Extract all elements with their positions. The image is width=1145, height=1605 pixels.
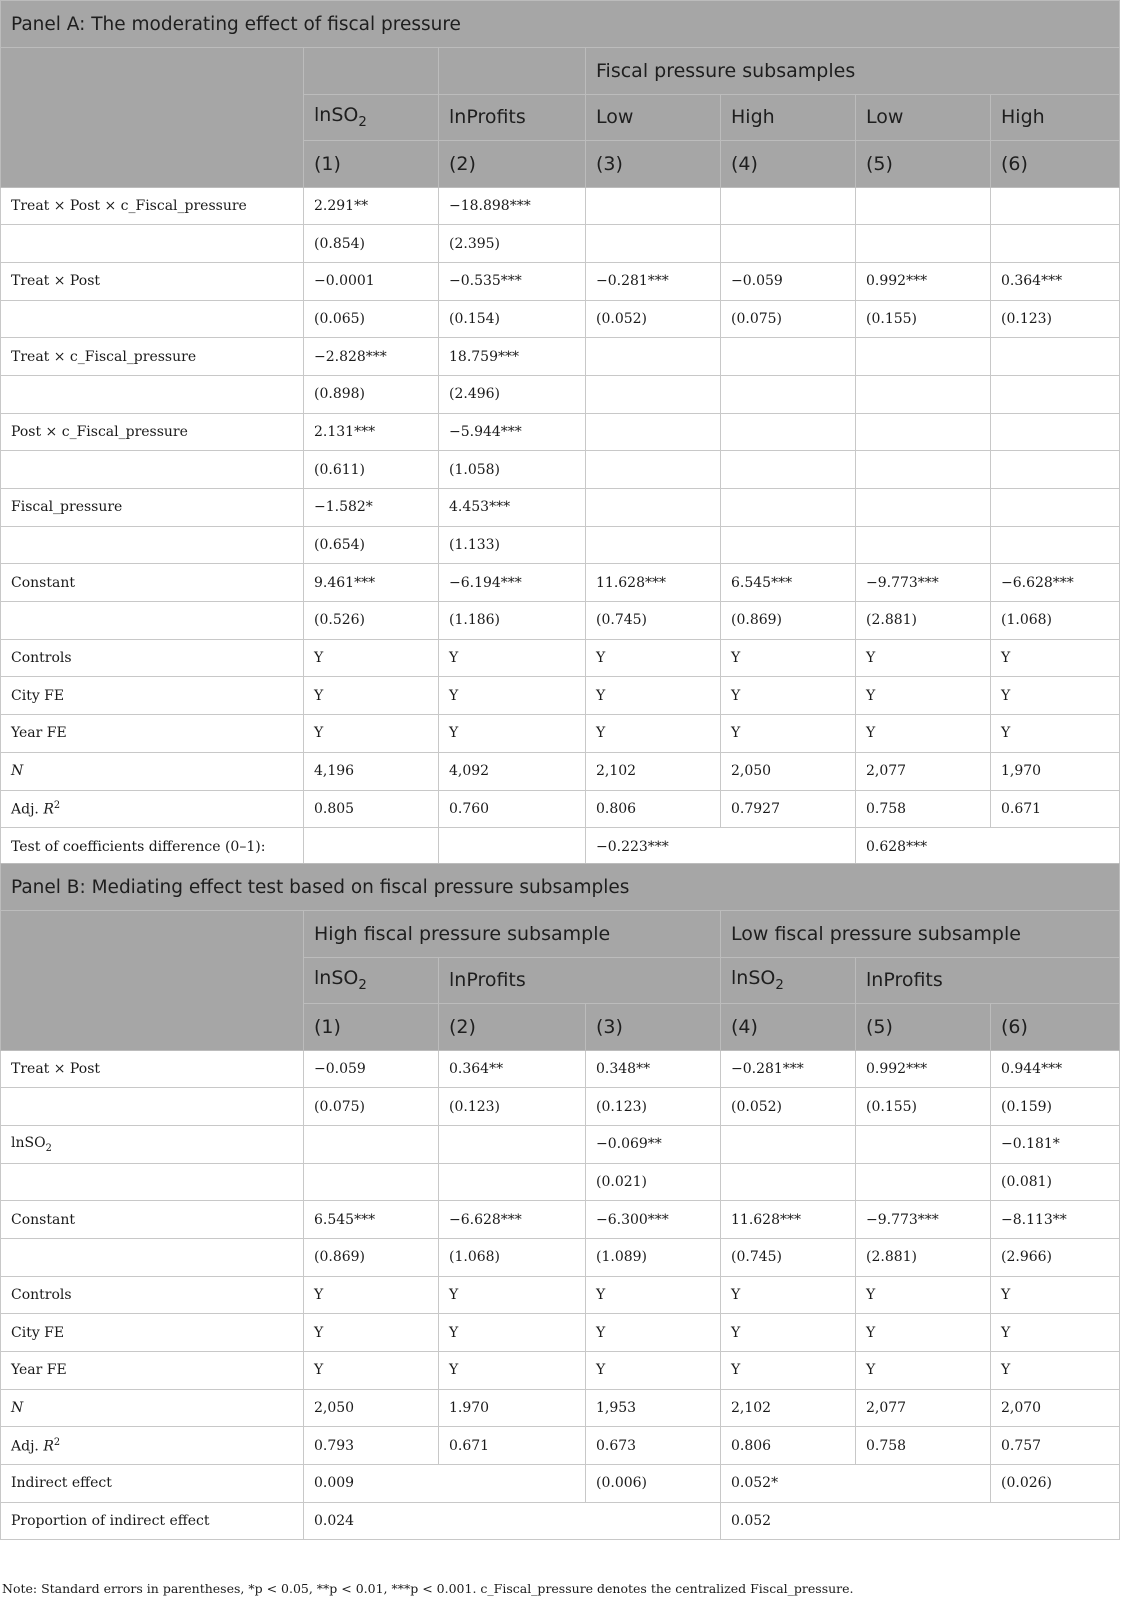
- column-number: (3): [586, 141, 721, 188]
- row-label: Constant: [1, 564, 304, 602]
- table-row: [1, 1125, 1120, 1163]
- table-cell: 2,077: [856, 752, 991, 790]
- table-cell: −6.628***: [439, 1201, 586, 1239]
- table-cell: (2.496): [439, 375, 586, 413]
- table-cell: 0.806: [721, 1427, 856, 1465]
- table-cell: −9.773***: [856, 564, 991, 602]
- table-cell: (2.395): [439, 225, 586, 263]
- table-cell: Y: [439, 715, 586, 753]
- table-cell: [991, 526, 1120, 564]
- table-cell: [856, 526, 991, 564]
- column-number: (2): [439, 141, 586, 188]
- table-cell: [586, 225, 721, 263]
- row-label: Constant: [1, 1201, 304, 1239]
- table-cell: Y: [304, 639, 439, 677]
- dep-var-header: lnSO$_2$: [304, 957, 439, 1004]
- table-row: [1, 338, 1120, 376]
- table-cell: [721, 1125, 856, 1163]
- table-cell: [721, 187, 856, 225]
- table-cell: (2.966): [991, 1238, 1120, 1276]
- row-label: N: [1, 752, 304, 790]
- table-row: [1, 677, 1120, 715]
- table-cell: 0.793: [304, 1427, 439, 1465]
- table-cell: Y: [586, 1276, 721, 1314]
- table-cell: 0.992***: [856, 262, 991, 300]
- table-cell: Y: [304, 1352, 439, 1390]
- table-cell: 0.992***: [856, 1050, 991, 1088]
- column-number: (1): [304, 1004, 439, 1051]
- table-cell: −1.582*: [304, 489, 439, 527]
- table-cell: 0.364**: [439, 1050, 586, 1088]
- table-cell: (0.854): [304, 225, 439, 263]
- table-cell: −18.898***: [439, 187, 586, 225]
- table-cell: Y: [991, 715, 1120, 753]
- table-cell: −8.113**: [991, 1201, 1120, 1239]
- table-cell: (1.058): [439, 451, 586, 489]
- table-note: Note: Standard errors in parentheses, *p < 0.05, **p < 0.01, ***p < 0.001. c_Fiscal_pressure denotes the centralized Fiscal_pressure.: [2, 1581, 854, 1596]
- table-cell: 0.806: [586, 790, 721, 828]
- table-cell: 4,196: [304, 752, 439, 790]
- table-cell: Y: [721, 1314, 856, 1352]
- table-cell: 6.545***: [721, 564, 856, 602]
- row-label: City FE: [1, 1314, 304, 1352]
- row-label: Post × c_Fiscal_pressure: [1, 413, 304, 451]
- table-cell: (0.123): [991, 300, 1120, 338]
- table-cell: (0.745): [586, 602, 721, 640]
- column-number: (1): [304, 141, 439, 188]
- table-cell: Y: [991, 1314, 1120, 1352]
- table-cell: 1,970: [991, 752, 1120, 790]
- dep-var-header: High: [721, 94, 856, 141]
- table-cell: [439, 1125, 586, 1163]
- row-label: Adj. $R^2$: [1, 790, 304, 828]
- table-cell: Y: [856, 1314, 991, 1352]
- table-row: [1, 413, 1120, 451]
- dep-var-header: High: [991, 94, 1120, 141]
- table-cell: 9.461***: [304, 564, 439, 602]
- row-label: [1, 602, 304, 640]
- table-cell: 0.757: [991, 1427, 1120, 1465]
- table-cell: [856, 489, 991, 527]
- table-cell: −6.194***: [439, 564, 586, 602]
- table-cell: 2,102: [721, 1389, 856, 1427]
- dep-var-header: Low: [586, 94, 721, 141]
- table-cell: (0.155): [856, 300, 991, 338]
- table-cell: 0.673: [586, 1427, 721, 1465]
- panel-a-title: Panel A: The moderating effect of fiscal pressure: [1, 1, 1120, 48]
- proportion-label: Proportion of indirect effect: [1, 1502, 304, 1540]
- table-cell: (1.186): [439, 602, 586, 640]
- table-cell: Y: [439, 1276, 586, 1314]
- table-cell: Y: [721, 639, 856, 677]
- table-row: [1, 489, 1120, 527]
- table-row: [1, 1088, 1120, 1126]
- table-row: [1, 1238, 1120, 1276]
- table-cell: [721, 451, 856, 489]
- table-cell: [991, 338, 1120, 376]
- table-cell: Y: [856, 677, 991, 715]
- table-cell: (0.898): [304, 375, 439, 413]
- row-label: Treat × Post × c_Fiscal_pressure: [1, 187, 304, 225]
- panel-b-group-low: Low fiscal pressure subsample: [721, 911, 1120, 958]
- table-cell: (0.611): [304, 451, 439, 489]
- table-cell: Y: [586, 1314, 721, 1352]
- table-cell: (0.052): [586, 300, 721, 338]
- table-cell: (0.526): [304, 602, 439, 640]
- table-cell: 0.671: [439, 1427, 586, 1465]
- table-cell: Y: [304, 715, 439, 753]
- table-cell: [991, 413, 1120, 451]
- column-number: (4): [721, 1004, 856, 1051]
- row-label: [1, 225, 304, 263]
- table-cell: [991, 451, 1120, 489]
- table-cell: Y: [721, 677, 856, 715]
- table-cell: [991, 375, 1120, 413]
- column-number: (4): [721, 141, 856, 188]
- table-cell: Y: [856, 639, 991, 677]
- table-cell: (0.075): [304, 1088, 439, 1126]
- table-cell: −0.535***: [439, 262, 586, 300]
- table-cell: Y: [439, 1314, 586, 1352]
- column-number: (2): [439, 1004, 586, 1051]
- table-row: [1, 1050, 1120, 1088]
- table-cell: (0.021): [586, 1163, 721, 1201]
- table-cell: 0.671: [991, 790, 1120, 828]
- table-cell: −0.281***: [586, 262, 721, 300]
- table-cell: 2,070: [991, 1389, 1120, 1427]
- table-row: [1, 225, 1120, 263]
- table-cell: 18.759***: [439, 338, 586, 376]
- table-cell: Y: [304, 1314, 439, 1352]
- table-cell: (0.154): [439, 300, 586, 338]
- table-cell: [586, 526, 721, 564]
- proportion-value: 0.024: [304, 1502, 721, 1540]
- table-cell: Y: [856, 1276, 991, 1314]
- table-row: [1, 451, 1120, 489]
- table-cell: Y: [439, 639, 586, 677]
- dep-var-header: lnProfits: [439, 957, 721, 1004]
- row-label: [1, 1088, 304, 1126]
- table-row: [1, 1314, 1120, 1352]
- column-number: (6): [991, 141, 1120, 188]
- table-cell: [721, 489, 856, 527]
- table-cell: (0.123): [439, 1088, 586, 1126]
- table-row: [1, 639, 1120, 677]
- table-row: [1, 1276, 1120, 1314]
- table-row: [1, 602, 1120, 640]
- table-cell: [991, 489, 1120, 527]
- table-cell: Y: [721, 1352, 856, 1390]
- table-cell: −0.281***: [721, 1050, 856, 1088]
- table-cell: −0.0001: [304, 262, 439, 300]
- column-number: (3): [586, 1004, 721, 1051]
- table-cell: Y: [991, 677, 1120, 715]
- dep-var-header: lnSO$_2$: [721, 957, 856, 1004]
- table-cell: 0.758: [856, 790, 991, 828]
- indirect-effect-value: (0.006): [586, 1465, 721, 1503]
- table-cell: [856, 375, 991, 413]
- table-cell: 0.364***: [991, 262, 1120, 300]
- table-row: [1, 187, 1120, 225]
- table-cell: [721, 338, 856, 376]
- column-number: (6): [991, 1004, 1120, 1051]
- table-cell: [586, 187, 721, 225]
- table-cell: [856, 338, 991, 376]
- table-row: [1, 715, 1120, 753]
- table-row: [1, 752, 1120, 790]
- table-cell: (0.075): [721, 300, 856, 338]
- row-label: N: [1, 1389, 304, 1427]
- row-label: lnSO$_2$: [1, 1125, 304, 1163]
- table-cell: Y: [856, 715, 991, 753]
- table-cell: Y: [721, 715, 856, 753]
- table-cell: (0.745): [721, 1238, 856, 1276]
- table-cell: [856, 187, 991, 225]
- dep-var-header: Low: [856, 94, 991, 141]
- table-cell: [586, 338, 721, 376]
- table-cell: 4,092: [439, 752, 586, 790]
- table-cell: (2.881): [856, 602, 991, 640]
- table-cell: Y: [586, 677, 721, 715]
- table-cell: Y: [856, 1352, 991, 1390]
- table-row: [1, 1163, 1120, 1201]
- table-cell: −0.059: [721, 262, 856, 300]
- table-row: [1, 1352, 1120, 1390]
- table-cell: (1.068): [439, 1238, 586, 1276]
- table-cell: [856, 413, 991, 451]
- table-cell: [856, 451, 991, 489]
- indirect-effect-value: 0.052*: [721, 1465, 991, 1503]
- table-cell: [586, 489, 721, 527]
- table-cell: 0.760: [439, 790, 586, 828]
- dep-var-header: lnProfits: [439, 94, 586, 141]
- table-cell: −6.628***: [991, 564, 1120, 602]
- table-cell: [856, 225, 991, 263]
- table-row: [1, 1427, 1120, 1465]
- row-label: [1, 526, 304, 564]
- table-cell: 2,102: [586, 752, 721, 790]
- table-cell: [991, 225, 1120, 263]
- table-cell: Y: [991, 1276, 1120, 1314]
- panel-b-stub-header: [1, 911, 304, 1051]
- table-cell: Y: [439, 677, 586, 715]
- indirect-effect-value: 0.009: [304, 1465, 586, 1503]
- row-label: [1, 300, 304, 338]
- table-row: [1, 300, 1120, 338]
- panel-b-table: [0, 863, 1120, 1540]
- table-row: [1, 1389, 1120, 1427]
- table-cell: [586, 413, 721, 451]
- row-label: [1, 1238, 304, 1276]
- dep-var-header: lnSO$_2$: [304, 94, 439, 141]
- table-cell: 2.291**: [304, 187, 439, 225]
- table-cell: (1.068): [991, 602, 1120, 640]
- test-row-value: −0.223***: [586, 828, 856, 866]
- table-cell: Y: [304, 677, 439, 715]
- table-cell: 1,953: [586, 1389, 721, 1427]
- table-cell: 0.805: [304, 790, 439, 828]
- table-cell: [991, 187, 1120, 225]
- table-cell: (0.869): [304, 1238, 439, 1276]
- table-cell: 0.944***: [991, 1050, 1120, 1088]
- table-cell: Y: [439, 1352, 586, 1390]
- table-cell: [304, 1125, 439, 1163]
- table-cell: (0.123): [586, 1088, 721, 1126]
- panel-b-title: Panel B: Mediating effect test based on fiscal pressure subsamples: [1, 864, 1120, 911]
- column-number: (5): [856, 141, 991, 188]
- indirect-effect-value: (0.026): [991, 1465, 1120, 1503]
- table-row: [1, 375, 1120, 413]
- table-cell: (0.052): [721, 1088, 856, 1126]
- panel-a-stub-header: [1, 48, 304, 188]
- row-label: Controls: [1, 1276, 304, 1314]
- table-cell: 2.131***: [304, 413, 439, 451]
- proportion-value: 0.052: [721, 1502, 1120, 1540]
- table-cell: −2.828***: [304, 338, 439, 376]
- table-cell: [721, 375, 856, 413]
- table-cell: −6.300***: [586, 1201, 721, 1239]
- table-row: [1, 526, 1120, 564]
- table-cell: (1.089): [586, 1238, 721, 1276]
- table-cell: 2,077: [856, 1389, 991, 1427]
- table-cell: [721, 413, 856, 451]
- table-cell: [721, 1163, 856, 1201]
- table-cell: (0.159): [991, 1088, 1120, 1126]
- table-cell: Y: [586, 639, 721, 677]
- table-cell: 2,050: [304, 1389, 439, 1427]
- table-cell: [439, 1163, 586, 1201]
- table-cell: −0.069**: [586, 1125, 721, 1163]
- table-cell: (1.133): [439, 526, 586, 564]
- table-row: [1, 262, 1120, 300]
- table-cell: [586, 451, 721, 489]
- panel-a-group-header: Fiscal pressure subsamples: [586, 48, 1120, 95]
- row-label: Fiscal_pressure: [1, 489, 304, 527]
- row-label: Controls: [1, 639, 304, 677]
- indirect-effect-label: Indirect effect: [1, 1465, 304, 1503]
- row-label: [1, 451, 304, 489]
- table-cell: [586, 375, 721, 413]
- table-cell: 1.970: [439, 1389, 586, 1427]
- table-row: [1, 790, 1120, 828]
- table-cell: (0.869): [721, 602, 856, 640]
- test-row-label: Test of coefficients difference (0–1):: [1, 828, 304, 866]
- table-row: [1, 564, 1120, 602]
- table-cell: (0.065): [304, 300, 439, 338]
- table-cell: [721, 526, 856, 564]
- table-cell: 0.758: [856, 1427, 991, 1465]
- column-number: (5): [856, 1004, 991, 1051]
- table-cell: Y: [304, 1276, 439, 1314]
- table-cell: 11.628***: [586, 564, 721, 602]
- row-label: Treat × Post: [1, 262, 304, 300]
- table-cell: −9.773***: [856, 1201, 991, 1239]
- table-cell: [856, 1125, 991, 1163]
- row-label: Treat × Post: [1, 1050, 304, 1088]
- table-cell: Y: [721, 1276, 856, 1314]
- row-label: [1, 1163, 304, 1201]
- table-row: [1, 1201, 1120, 1239]
- row-label: City FE: [1, 677, 304, 715]
- table-cell: (0.654): [304, 526, 439, 564]
- table-cell: Y: [586, 1352, 721, 1390]
- table-cell: 4.453***: [439, 489, 586, 527]
- row-label: Year FE: [1, 1352, 304, 1390]
- table-cell: 0.348**: [586, 1050, 721, 1088]
- table-cell: (0.081): [991, 1163, 1120, 1201]
- table-cell: −5.944***: [439, 413, 586, 451]
- table-cell: (2.881): [856, 1238, 991, 1276]
- row-label: [1, 375, 304, 413]
- row-label: Adj. $R^2$: [1, 1427, 304, 1465]
- dep-var-header: lnProfits: [856, 957, 1120, 1004]
- row-label: Year FE: [1, 715, 304, 753]
- table-cell: 6.545***: [304, 1201, 439, 1239]
- table-cell: −0.181*: [991, 1125, 1120, 1163]
- table-cell: Y: [991, 639, 1120, 677]
- table-cell: [856, 1163, 991, 1201]
- table-cell: −0.059: [304, 1050, 439, 1088]
- table-cell: (0.155): [856, 1088, 991, 1126]
- table-cell: Y: [586, 715, 721, 753]
- table-cell: 11.628***: [721, 1201, 856, 1239]
- row-label: Treat × c_Fiscal_pressure: [1, 338, 304, 376]
- table-cell: Y: [991, 1352, 1120, 1390]
- table-cell: 2,050: [721, 752, 856, 790]
- test-row-value: 0.628***: [856, 828, 1120, 866]
- table-cell: 0.7927: [721, 790, 856, 828]
- panel-b-group-high: High fiscal pressure subsample: [304, 911, 721, 958]
- table-cell: [721, 225, 856, 263]
- table-cell: [304, 1163, 439, 1201]
